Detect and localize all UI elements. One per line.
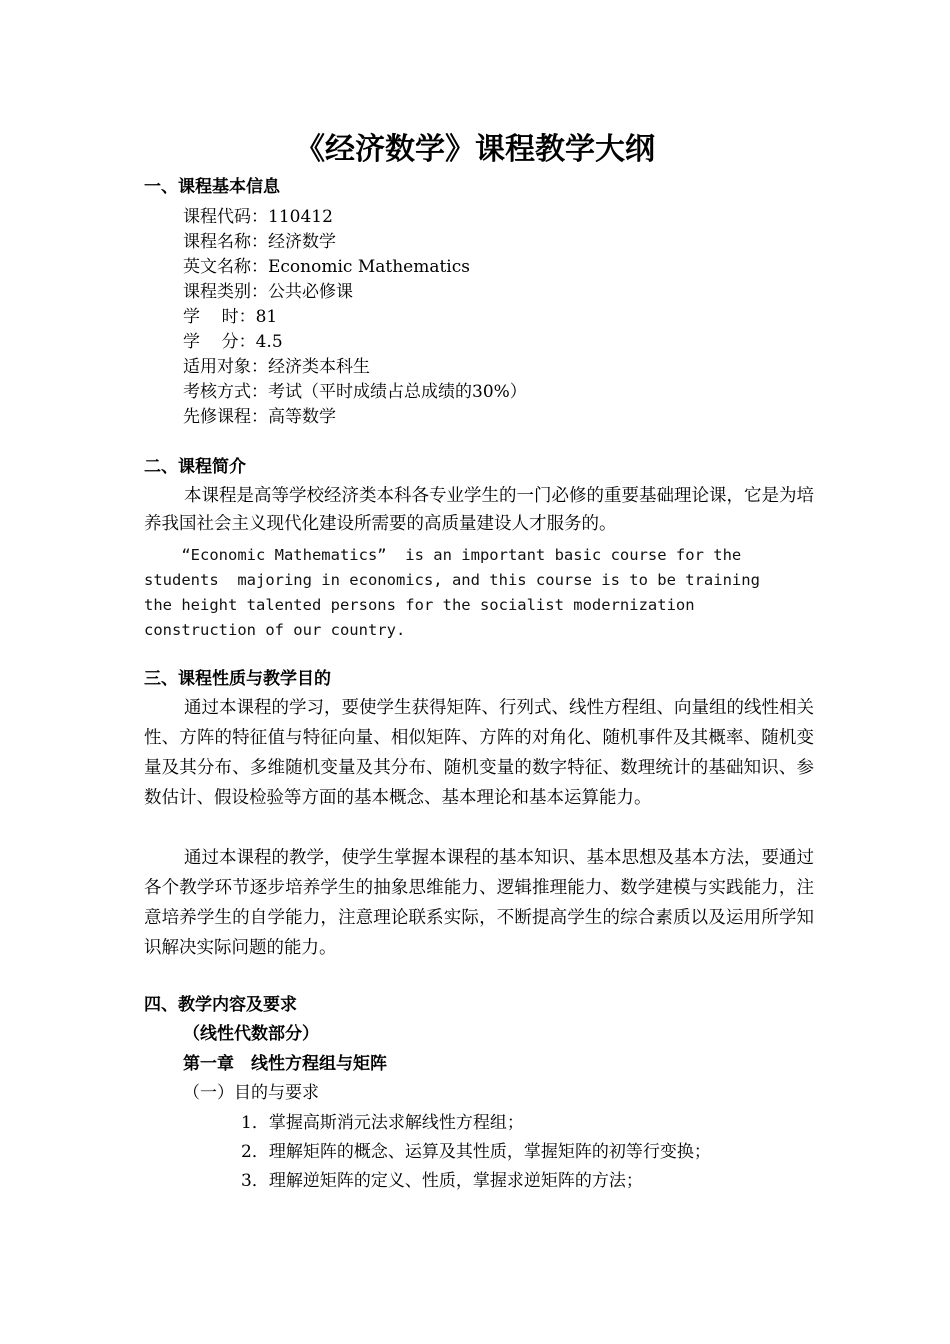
purpose-paragraph-1: 通过本课程的学习，要使学生获得矩阵、行列式、线性方程组、向量组的线性相关性、方阵的特征值与特征向量、相似矩阵、方阵的对角化、随机事件及其概率、随机变量及其分布、多维随机变量及其分布、随机变量的数字特征、数理统计的基础知识、参数估计、假设检验等方面的基本概念、基本理论和基本运算能力。 [144, 698, 814, 808]
chapter-title: 第一章 线性方程组与矩阵 [183, 1054, 387, 1074]
document-title: 《经济数学》课程教学大纲 [295, 132, 655, 167]
info-target-students: 适用对象：经济类本科生 [183, 357, 370, 377]
info-assessment: 考核方式：考试（平时成绩占总成绩的30%） [183, 382, 527, 402]
subsection-heading: （一）目的与要求 [183, 1083, 319, 1103]
section-heading-intro: 二、课程简介 [144, 457, 246, 477]
intro-paragraph-en-line: “Economic Mathematics” is an important basic course for the [144, 546, 742, 564]
intro-paragraph-en-line: the height talented persons for the socialist modernization [144, 596, 695, 614]
intro-paragraph-cn: 本课程是高等学校经济类本科各专业学生的一门必修的重要基础理论课，它是为培养我国社会主义现代化建设所需要的高质量建设人才服务的。 [144, 486, 814, 534]
part-label: （线性代数部分） [183, 1024, 319, 1044]
info-prerequisite: 先修课程：高等数学 [183, 407, 336, 427]
section-heading-basic-info: 一、课程基本信息 [144, 177, 280, 197]
requirement-item: 2．理解矩阵的概念、运算及其性质，掌握矩阵的初等行变换； [241, 1142, 711, 1162]
info-hours: 学 时：81 [183, 307, 278, 327]
intro-paragraph-en-line: construction of our country. [144, 621, 406, 639]
intro-paragraph-en-line: students majoring in economics, and this course is to be training [144, 571, 760, 589]
info-course-category: 课程类别：公共必修课 [183, 282, 353, 302]
requirement-item: 3．理解逆矩阵的定义、性质，掌握求逆矩阵的方法； [241, 1171, 643, 1191]
section-heading-content: 四、教学内容及要求 [144, 995, 297, 1015]
requirement-item: 1．掌握高斯消元法求解线性方程组； [241, 1113, 524, 1133]
info-course-code: 课程代码：110412 [183, 207, 333, 227]
info-credits: 学 分：4.5 [183, 332, 283, 352]
section-heading-nature-purpose: 三、课程性质与教学目的 [144, 669, 331, 689]
info-course-name: 课程名称：经济数学 [183, 232, 336, 252]
purpose-paragraph-2: 通过本课程的教学，使学生掌握本课程的基本知识、基本思想及基本方法，要通过各个教学环节逐步培养学生的抽象思维能力、逻辑推理能力、数学建模与实践能力，注意培养学生的自学能力，注意理论联系实际，不断提高学生的综合素质以及运用所学知识解决实际问题的能力。 [144, 848, 814, 958]
info-english-name: 英文名称：Economic Mathematics [183, 257, 470, 277]
